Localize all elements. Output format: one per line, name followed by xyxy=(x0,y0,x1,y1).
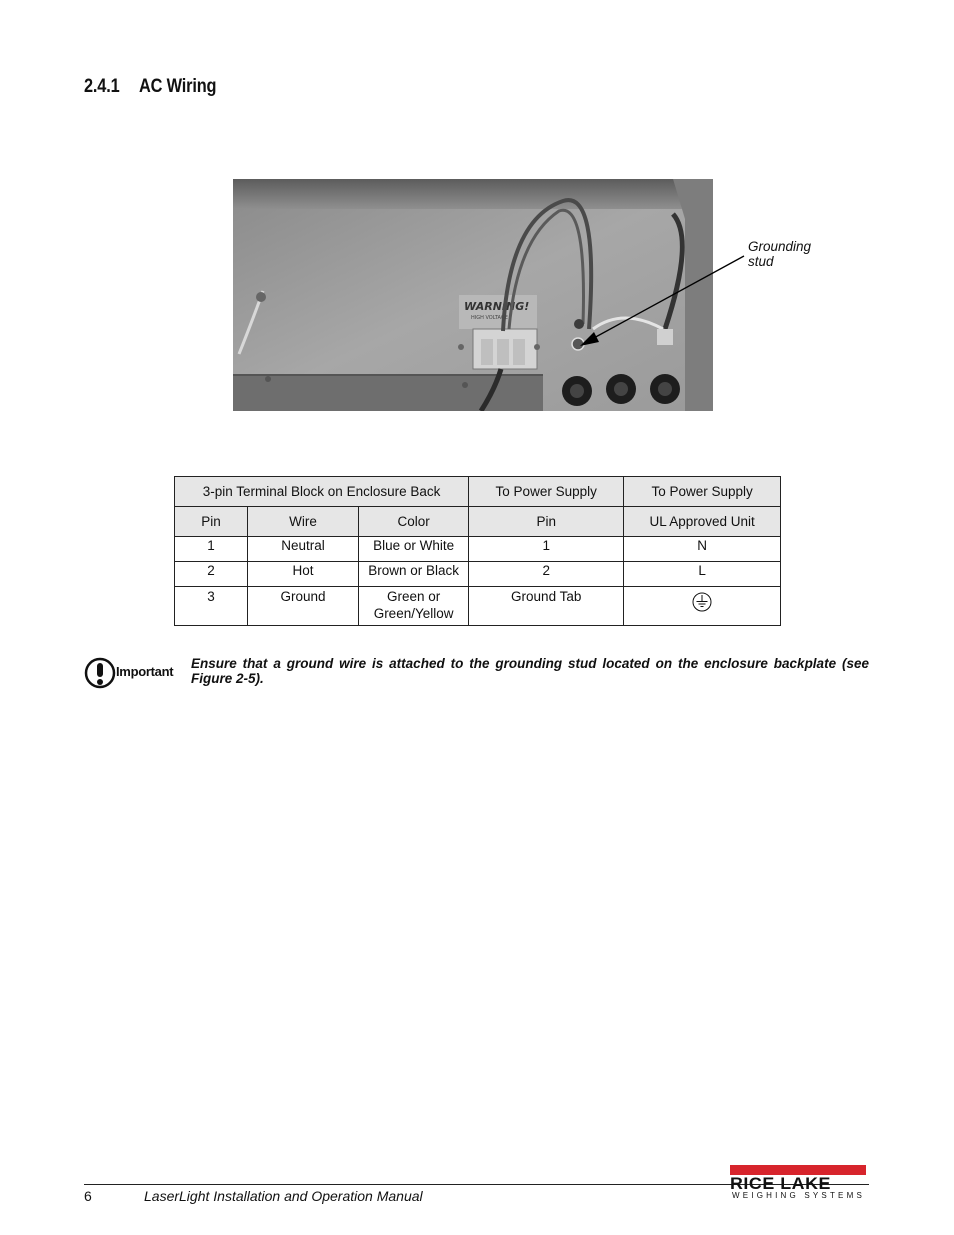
ground-symbol-icon xyxy=(691,591,713,613)
warning-sub-text: HIGH VOLTAGE xyxy=(471,315,508,321)
cell-ul-unit: N xyxy=(624,537,781,562)
cell-color: Brown or Black xyxy=(359,562,469,587)
sub-header-color: Color xyxy=(359,507,469,537)
enclosure-photo xyxy=(233,179,713,411)
cell-ul-unit xyxy=(624,587,781,626)
cell-color-line-2: Green/Yellow xyxy=(373,606,454,621)
cell-wire: Neutral xyxy=(247,537,358,562)
cell-color: Blue or White xyxy=(359,537,469,562)
grounding-stud-callout xyxy=(748,239,811,269)
sub-header-ps-pin: Pin xyxy=(469,507,624,537)
section-heading xyxy=(84,76,216,98)
cell-pin: 2 xyxy=(175,562,248,587)
group-header-terminal-block: 3-pin Terminal Block on Enclosure Back xyxy=(175,477,469,507)
cell-ps-pin: Ground Tab xyxy=(469,587,624,626)
cell-color xyxy=(359,587,469,626)
warning-label-text: WARNING! xyxy=(464,300,530,313)
table-row xyxy=(175,562,781,587)
cell-ul-unit: L xyxy=(624,562,781,587)
cell-color-line-1: Green or xyxy=(386,589,441,604)
rice-lake-logo xyxy=(730,1165,870,1199)
important-badge xyxy=(84,656,184,690)
cell-pin: 3 xyxy=(175,587,248,626)
manual-title: LaserLight Installation and Operation Manual xyxy=(144,1188,423,1204)
table-row xyxy=(175,537,781,562)
callout-line-1: Grounding stud xyxy=(748,239,812,269)
sub-header-ul-unit: UL Approved Unit xyxy=(624,507,781,537)
important-label: Important xyxy=(116,664,174,679)
table-row xyxy=(175,587,781,626)
cell-ps-pin: 1 xyxy=(469,537,624,562)
section-number: 2.4.1 xyxy=(84,76,120,97)
table-group-header-row xyxy=(175,477,781,507)
exclamation-icon xyxy=(84,656,116,690)
logo-main-text: RICE LAKE xyxy=(730,1174,831,1193)
page-number: 6 xyxy=(84,1188,92,1204)
sub-header-pin: Pin xyxy=(175,507,248,537)
sub-header-wire: Wire xyxy=(247,507,358,537)
section-title: AC Wiring xyxy=(139,76,217,97)
table-sub-header-row xyxy=(175,507,781,537)
cell-ps-pin: 2 xyxy=(469,562,624,587)
cell-wire: Hot xyxy=(247,562,358,587)
cell-pin: 1 xyxy=(175,537,248,562)
group-header-power-supply: To Power Supply xyxy=(469,477,624,507)
wiring-table xyxy=(174,476,781,626)
important-note xyxy=(84,656,872,692)
logo-sub-text: WEIGHING SYSTEMS xyxy=(732,1191,865,1200)
important-text: Ensure that a ground wire is attached to the grounding stud located on the enclosure backplate (see Figure 2-5). xyxy=(191,656,869,686)
group-header-power-supply-ul: To Power Supply xyxy=(624,477,781,507)
cell-wire: Ground xyxy=(247,587,358,626)
